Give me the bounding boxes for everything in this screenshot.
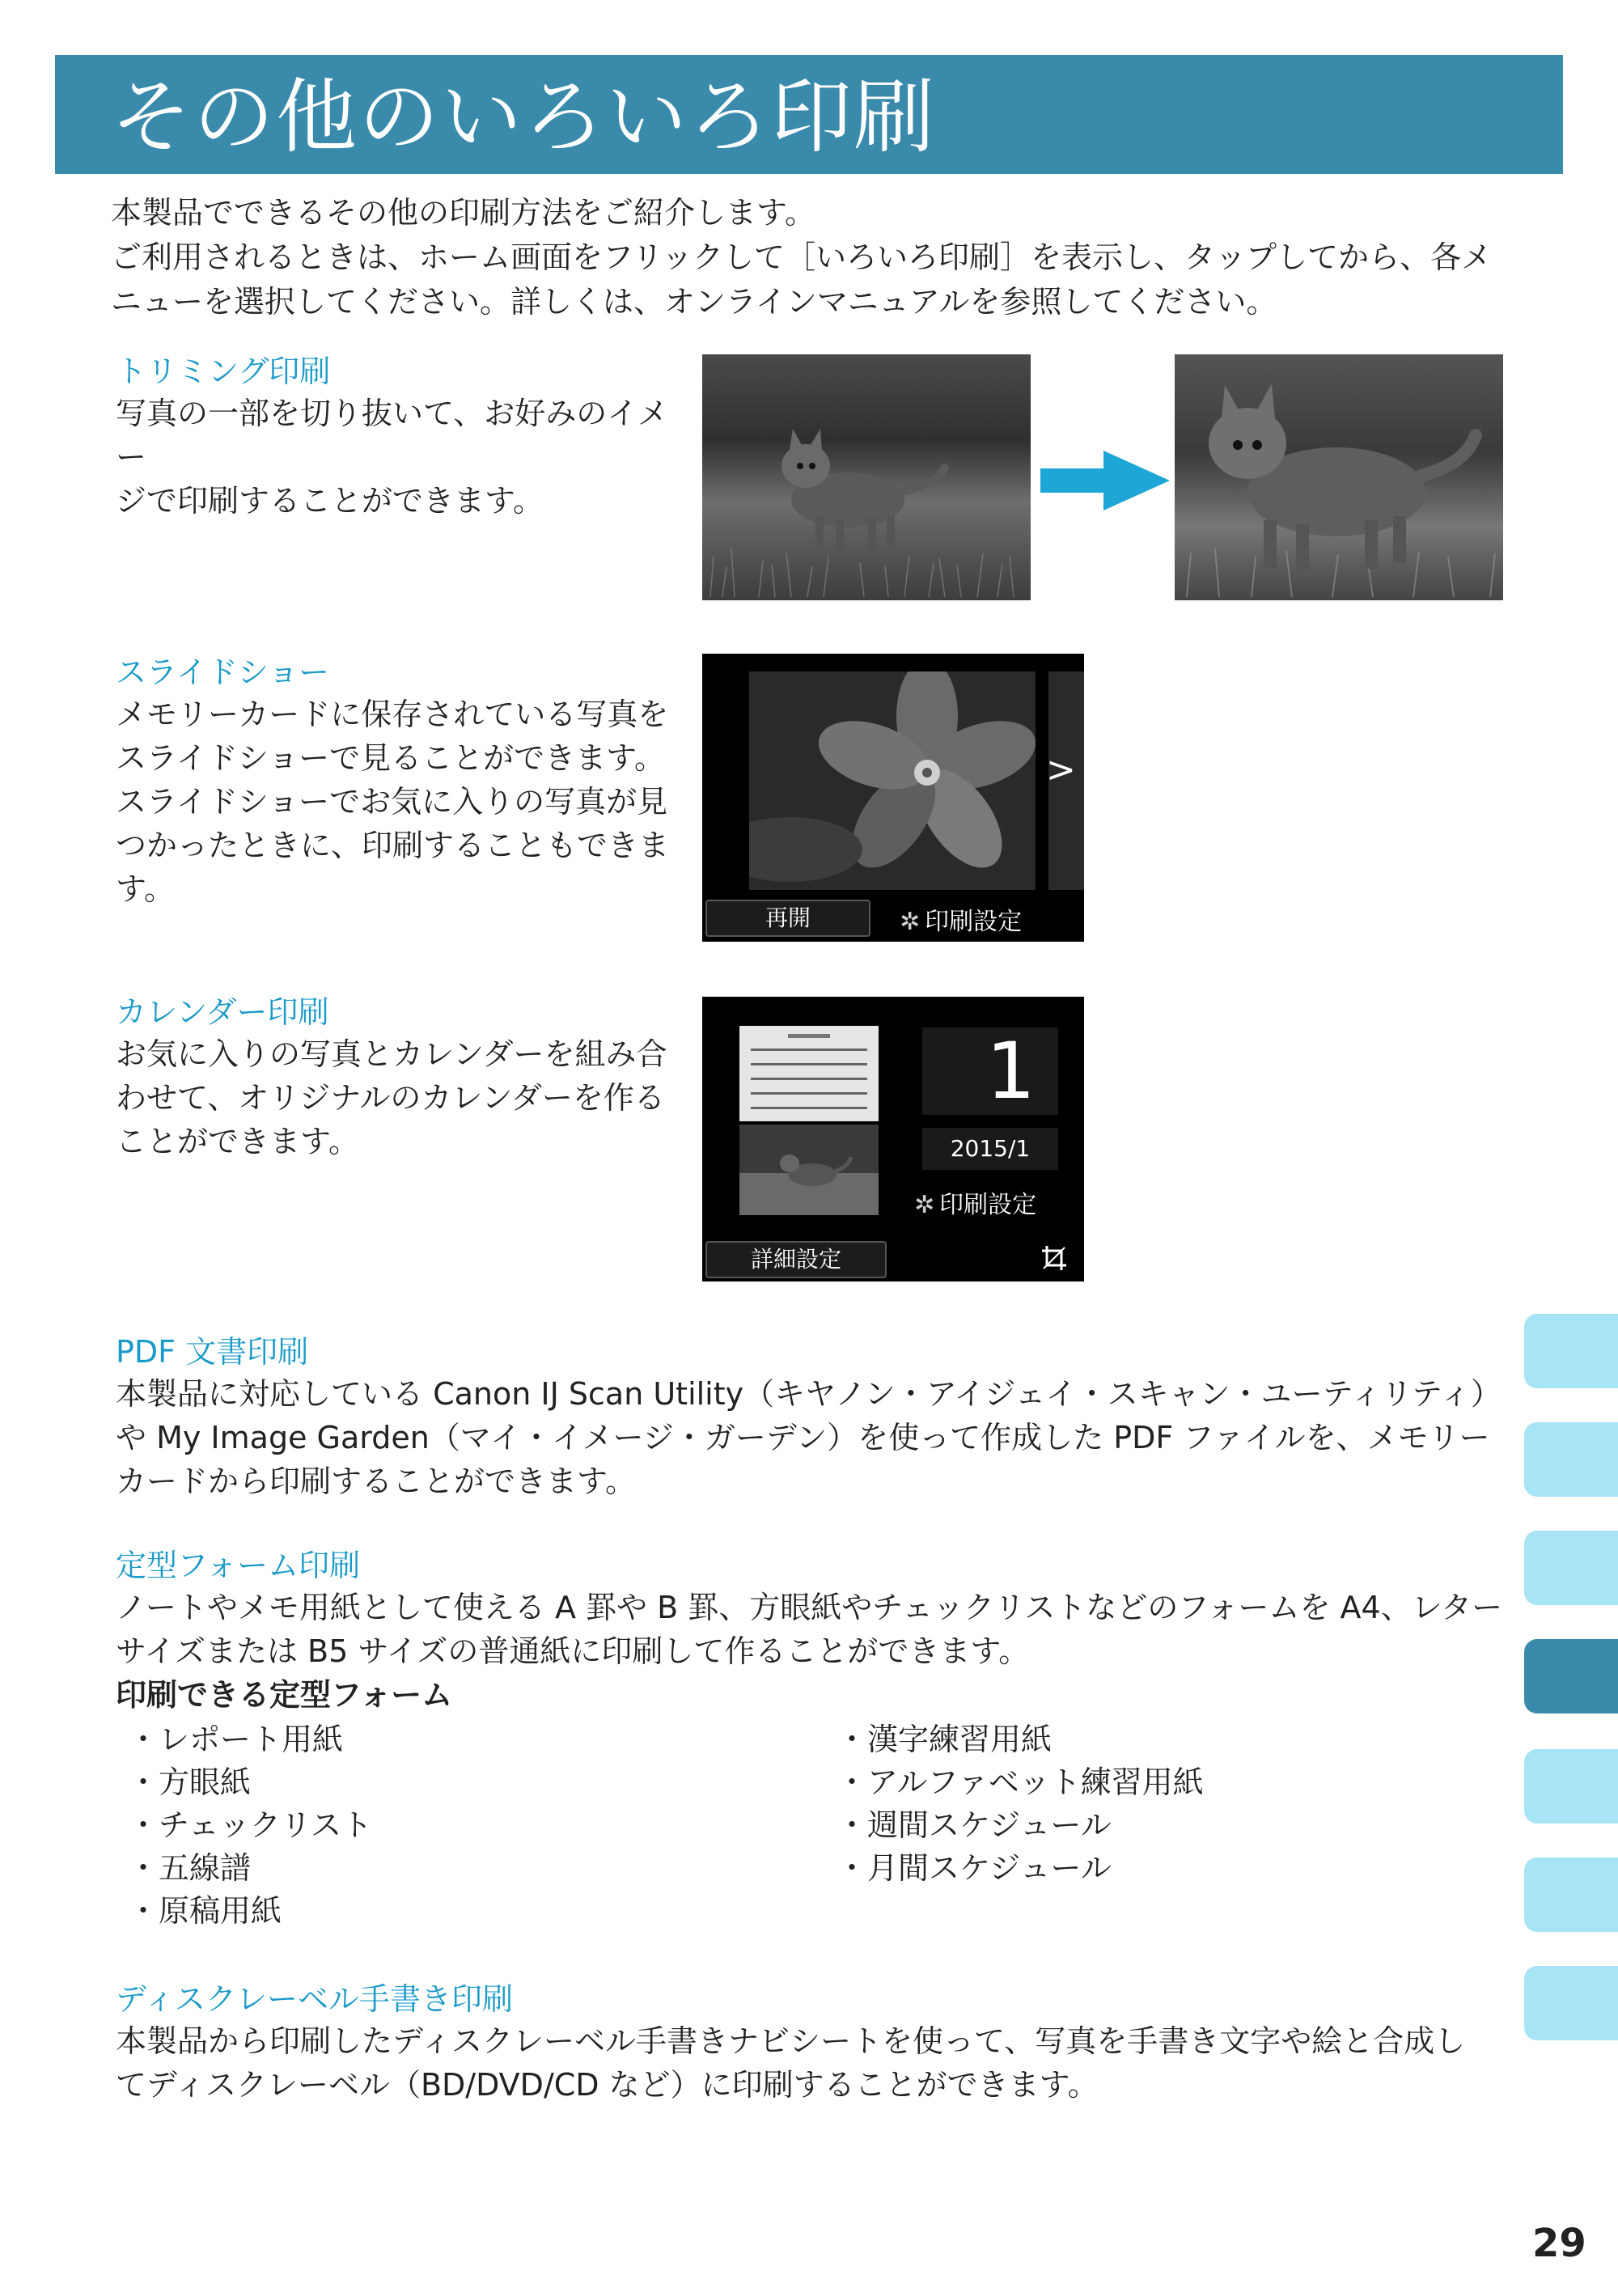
calendar-line: わせて、オリジナルのカレンダーを作る: [116, 1080, 665, 1116]
intro-line: ニューを選択してください。詳しくは、オンラインマニュアルを参照してください。: [111, 284, 1277, 320]
calendar-body: [116, 1032, 698, 1163]
slideshow-line: つかったときに、印刷することもできま: [116, 828, 670, 863]
trimming-line: 写真の一部を切り抜いて、お好みのイメー: [116, 396, 668, 475]
calendar-line: ことができます。: [116, 1124, 359, 1159]
form-body: [116, 1586, 1540, 1717]
crop-icon[interactable]: [1040, 1244, 1068, 1272]
trimming-line: ジで印刷することができます。: [116, 483, 544, 519]
list-item: ・ レポート用紙: [128, 1718, 372, 1761]
form-line: ノートやメモ用紙として使える A 罫や B 罫、方眼紙やチェックリストなどのフォームを A4、レター: [116, 1590, 1503, 1625]
slideshow-body: [116, 693, 698, 911]
calendar-heading: カレンダー印刷: [116, 994, 329, 1030]
list-item: ・ 原稿用紙: [128, 1890, 372, 1933]
calendar-line: お気に入りの写真とカレンダーを組み合: [116, 1036, 667, 1072]
resume-button[interactable]: 再開: [705, 900, 870, 937]
intro-line: ご利用されるときは、ホーム画面をフリックして［いろいろ印刷］を表示し、タップしてから、各メ: [111, 239, 1492, 275]
list-item: ・ 方眼紙: [128, 1761, 372, 1804]
pdf-line: や My Image Garden（マイ・イメージ・ガーデン）を使って作成した PDF ファイルを、メモリー: [116, 1420, 1490, 1455]
pdf-line: 本製品に対応している Canon IJ Scan Utility（キヤノン・アイジェイ・スキャン・ユーティリティ）: [116, 1376, 1502, 1412]
slideshow-line: スライドショーでお気に入りの写真が見: [116, 784, 668, 820]
kitten-photo-original: [702, 354, 1031, 600]
form-list-right: [837, 1718, 1204, 1890]
list-item: ・ チェックリスト: [128, 1804, 372, 1847]
chapter-tab-active[interactable]: [1524, 1639, 1618, 1714]
disc-heading: ディスクレーベル手書き印刷: [116, 1981, 513, 2017]
print-settings-button[interactable]: [900, 901, 1022, 937]
calendar-screen: [702, 997, 1084, 1281]
chapter-tab[interactable]: [1524, 1314, 1618, 1388]
next-arrow-icon[interactable]: >: [1046, 749, 1076, 790]
trimming-body: [116, 392, 698, 523]
list-item: ・ 五線譜: [128, 1847, 372, 1890]
disc-body: [116, 2019, 1540, 2107]
chapter-tab[interactable]: [1524, 1966, 1618, 2040]
print-settings-label: 印刷設定: [939, 1191, 1037, 1219]
list-item: ・ アルファベット練習用紙: [837, 1761, 1204, 1804]
gear-icon: ✲: [900, 908, 921, 936]
slideshow-heading: スライドショー: [116, 654, 330, 690]
calendar-preview: [739, 1026, 879, 1121]
advanced-settings-button[interactable]: 詳細設定: [705, 1241, 887, 1278]
form-heading: 定型フォーム印刷: [116, 1548, 361, 1583]
arrow-right-icon: [1040, 451, 1170, 510]
copies-count: 1: [985, 1026, 1036, 1116]
chapter-tab[interactable]: [1524, 1422, 1618, 1497]
pdf-body: [116, 1372, 1540, 1503]
page-number: 29: [1532, 2221, 1586, 2266]
calendar-photo: [739, 1125, 879, 1215]
intro-line: 本製品でできるその他の印刷方法をご紹介します。: [111, 195, 815, 231]
chapter-tab[interactable]: [1524, 1749, 1618, 1824]
flower-photo: [749, 671, 1036, 890]
intro-text: [111, 191, 1551, 324]
disc-line: てディスクレーベル（BD/DVD/CD など）に印刷することができます。: [116, 2067, 1099, 2103]
chapter-tab[interactable]: [1524, 1531, 1618, 1605]
slideshow-line: スライドショーで見ることができます。: [116, 740, 666, 776]
slideshow-screen: [702, 654, 1084, 942]
form-list-left: [128, 1718, 372, 1933]
list-item: ・ 月間スケジュール: [837, 1847, 1204, 1890]
form-line: サイズまたは B5 サイズの普通紙に印刷して作ることができます。: [116, 1633, 1030, 1669]
kitten-photo-trimmed: [1175, 354, 1503, 600]
list-item: ・ 漢字練習用紙: [837, 1718, 1204, 1761]
trimming-heading: トリミング印刷: [116, 354, 331, 389]
slideshow-line: す。: [116, 871, 175, 907]
month-selector[interactable]: 2015/1: [922, 1128, 1058, 1170]
gear-icon: ✲: [914, 1191, 935, 1219]
form-subheading: 印刷できる定型フォーム: [116, 1677, 453, 1713]
print-settings-button[interactable]: [914, 1184, 1036, 1220]
pdf-line: カードから印刷することができます。: [116, 1464, 636, 1499]
print-settings-label: 印刷設定: [925, 908, 1023, 936]
copies-box[interactable]: [922, 1027, 1058, 1115]
list-item: ・ 週間スケジュール: [837, 1804, 1204, 1847]
slideshow-line: メモリーカードに保存されている写真を: [116, 697, 669, 732]
pdf-heading: PDF 文書印刷: [116, 1334, 309, 1370]
chapter-tab[interactable]: [1524, 1858, 1618, 1932]
disc-line: 本製品から印刷したディスクレーベル手書きナビシートを使って、写真を手書き文字や絵と合成し: [116, 2023, 1466, 2059]
page-title: その他のいろいろ印刷: [111, 70, 936, 164]
